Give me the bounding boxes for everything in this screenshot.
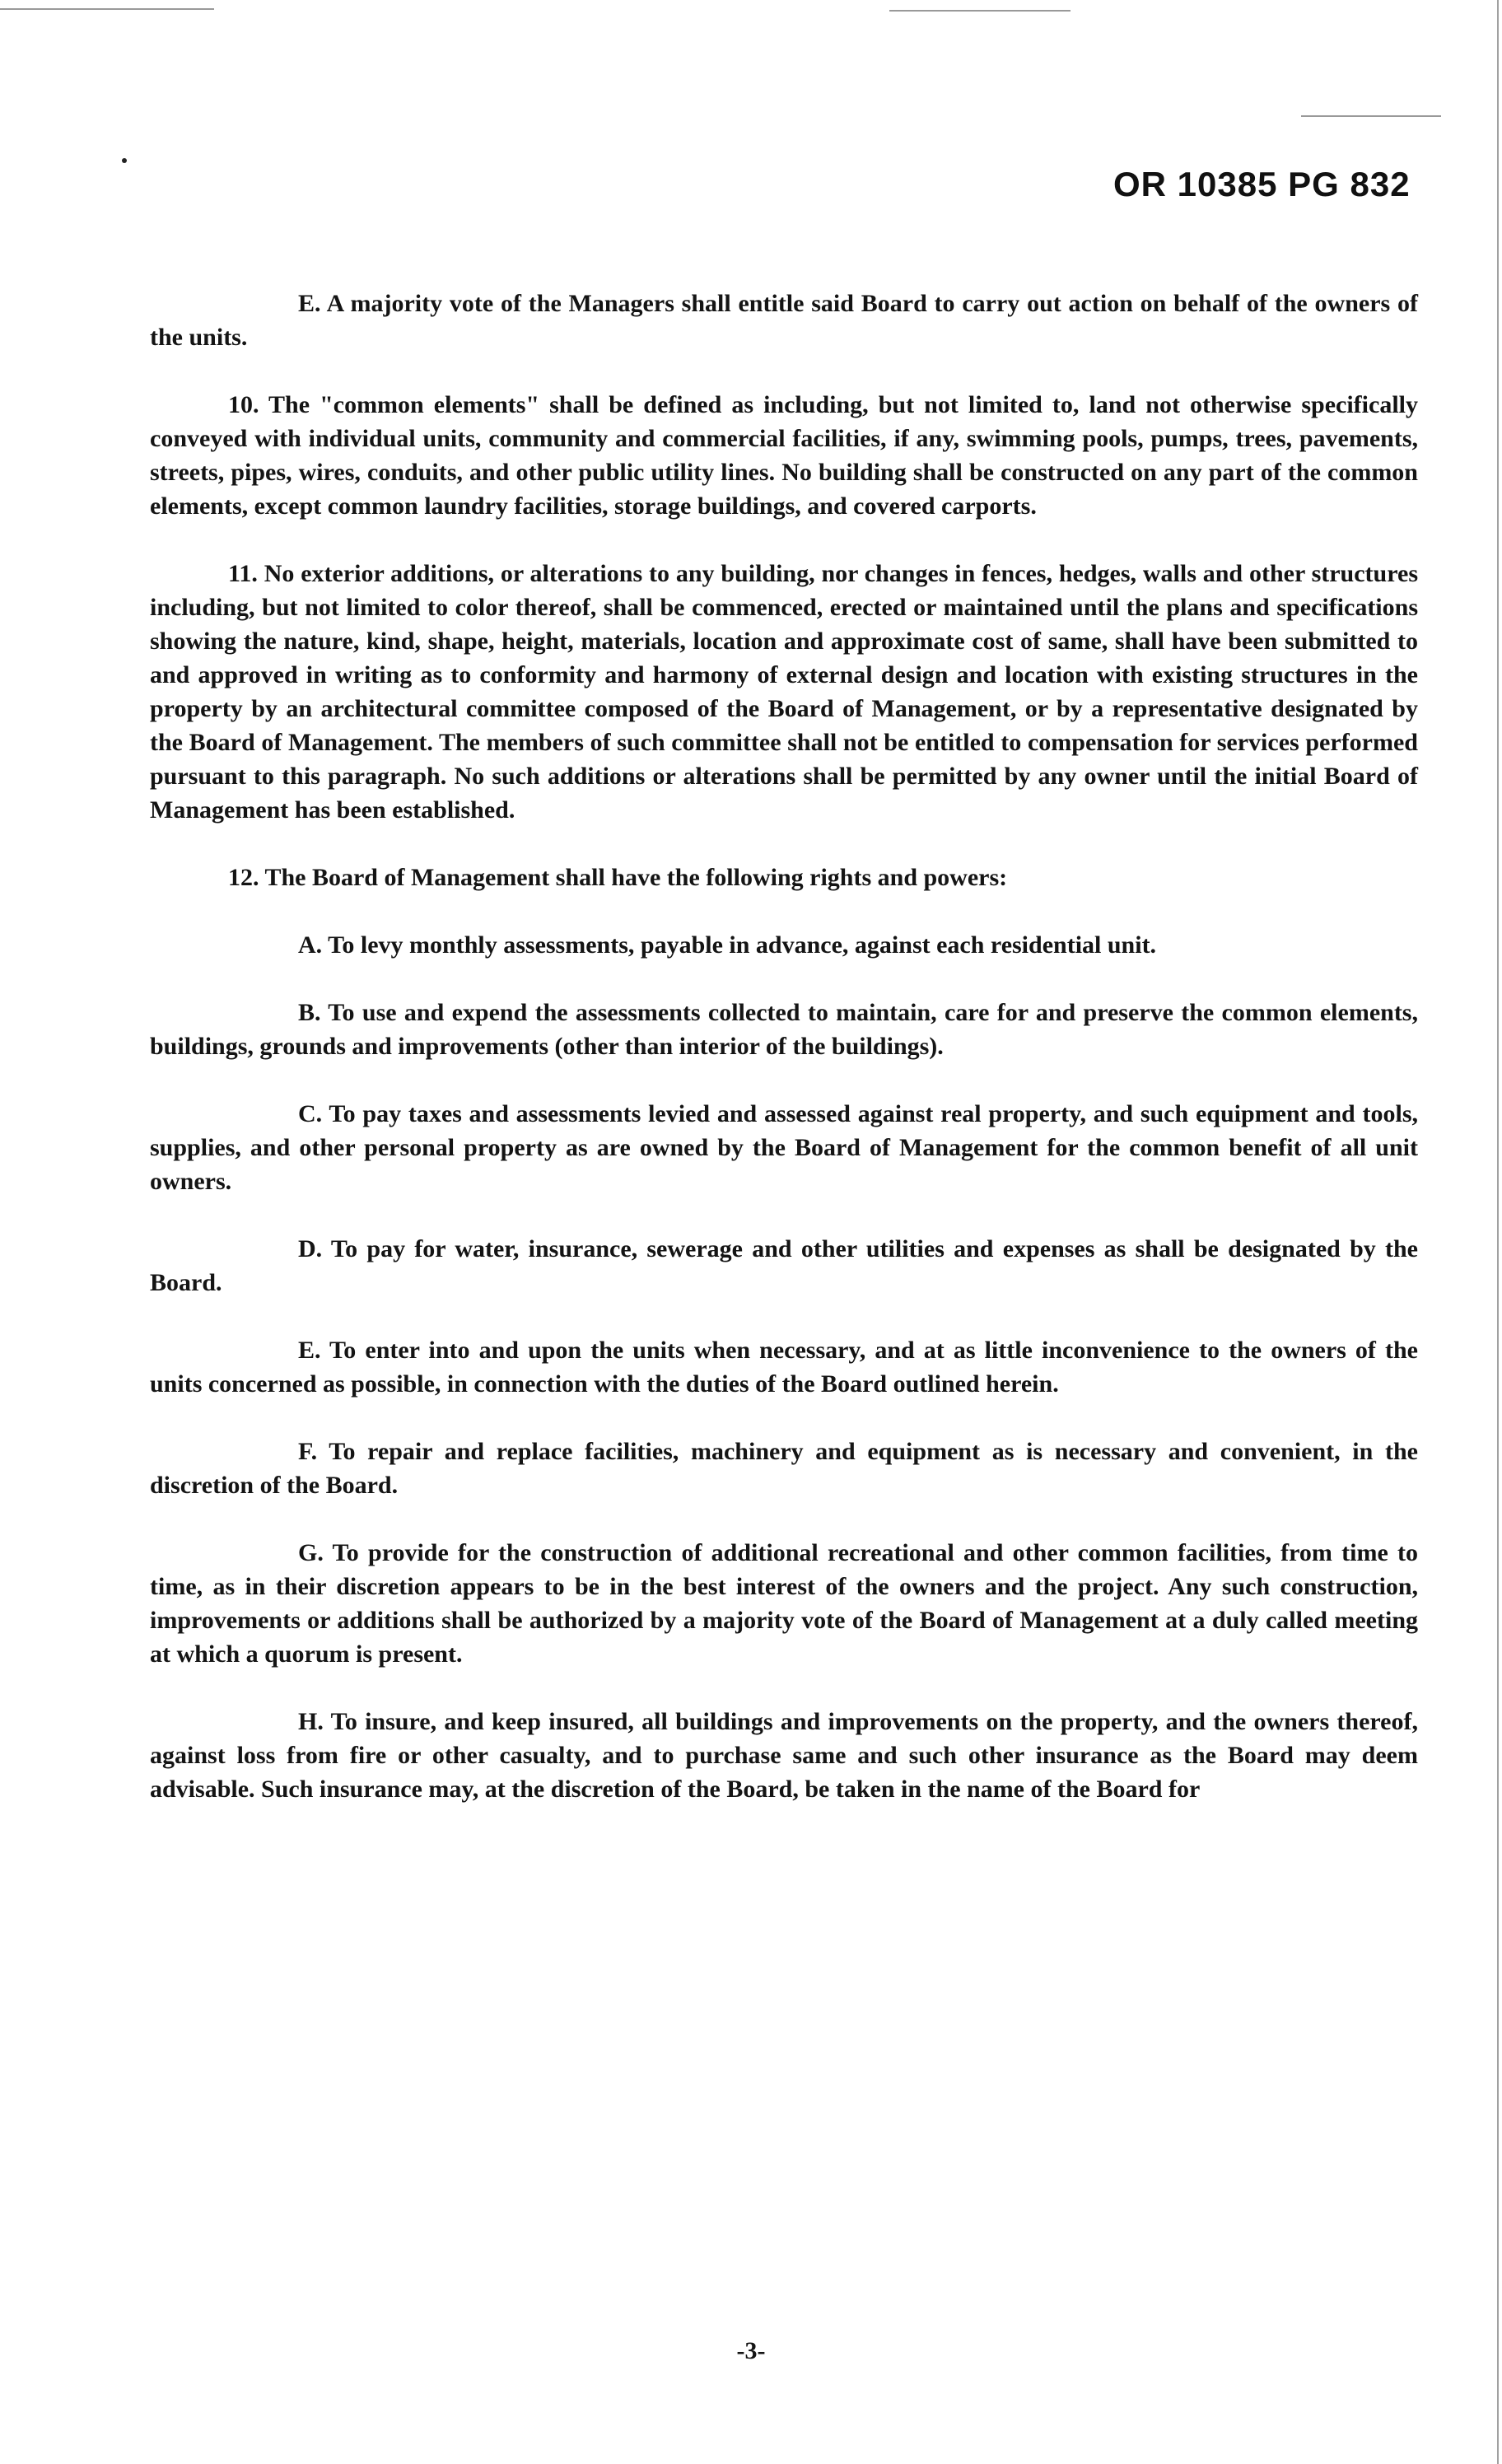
scan-artifact (889, 10, 1071, 12)
page-number: -3- (736, 2337, 766, 2364)
scan-edge (1497, 0, 1499, 2464)
paragraph-D-pay-utilities: D. To pay for water, insurance, sewerage and other utilities and expenses as shall be designated by the Board. (150, 1235, 1418, 1296)
document-body (150, 287, 1418, 1840)
scan-artifact (0, 8, 214, 10)
paragraph-C-pay-taxes: C. To pay taxes and assessments levied and assessed against real property, and such equipment and tools, supplies, and other personal property as are owned by the Board of Management for the common benefit of all unit owners. (150, 1100, 1418, 1195)
book-page-stamp: OR 10385 PG 832 (1113, 165, 1411, 203)
paragraph-10-common-elements: 10. The "common elements" shall be defined as including, but not limited to, land not otherwise specifically conveyed with individual units, community and commercial facilities, if any, swimming pools, pumps, trees, pavements, streets, pipes, wires, conduits, and other public utility lines. No building shall be constructed on any part of the common elements, except common laundry facilities, storage buildings, and covered carports. (150, 391, 1418, 520)
paragraph-F-repair-replace: F. To repair and replace facilities, machinery and equipment as is necessary and convenient, in the discretion of the Board. (150, 1438, 1418, 1499)
paragraph-E-majority-vote: E. A majority vote of the Managers shall entitle said Board to carry out action on behalf of the owners of the units. (150, 290, 1418, 351)
paragraph-H-insurance: H. To insure, and keep insured, all buildings and improvements on the property, and the owners thereof, against loss from fire or other casualty, and to purchase same and such other insurance as the Board may deem advisable. Such insurance may, at the discretion of the Board, be taken in the name of the Board for (150, 1708, 1418, 1803)
paragraph-A-levy-assessments: A. To levy monthly assessments, payable in advance, against each residential unit. (298, 931, 1157, 959)
paragraph-B-use-assessments: B. To use and expend the assessments collected to maintain, care for and preserve the common elements, buildings, grounds and improvements (other than interior of the buildings). (150, 999, 1418, 1060)
scan-dot (122, 158, 127, 163)
scan-artifact (1301, 115, 1441, 117)
paragraph-E-enter-units: E. To enter into and upon the units when necessary, and at as little inconvenience to the owners of the units concerned as possible, in connection with the duties of the Board outlined herein. (150, 1337, 1418, 1398)
paragraph-11-exterior-additions: 11. No exterior additions, or alterations to any building, nor changes in fences, hedges, walls and other structures including, but not limited to color thereof, shall be commenced, erected or maintained until the plans and specifications showing the nature, kind, shape, height, materials, location and approximate cost of same, shall have been submitted to and approved in writing as to conformity and harmony of external design and location with existing structures in the property by an architectural committee composed of the Board of Management, or by a representative designated by the Board of Management. The members of such committee shall not be entitled to compensation for services performed pursuant to this paragraph. No such additions or alterations shall be permitted by any owner until the initial Board of Management has been established. (150, 560, 1418, 824)
paragraph-12-board-powers: 12. The Board of Management shall have the following rights and powers: (228, 864, 1008, 891)
paragraph-G-construction: G. To provide for the construction of additional recreational and other common facilities, from time to time, as in their discretion appears to be in the best interest of the owners and the project. Any such construction, improvements or additions shall be authorized by a majority vote of the Board of Management at a duly called meeting at which a quorum is present. (150, 1539, 1418, 1668)
